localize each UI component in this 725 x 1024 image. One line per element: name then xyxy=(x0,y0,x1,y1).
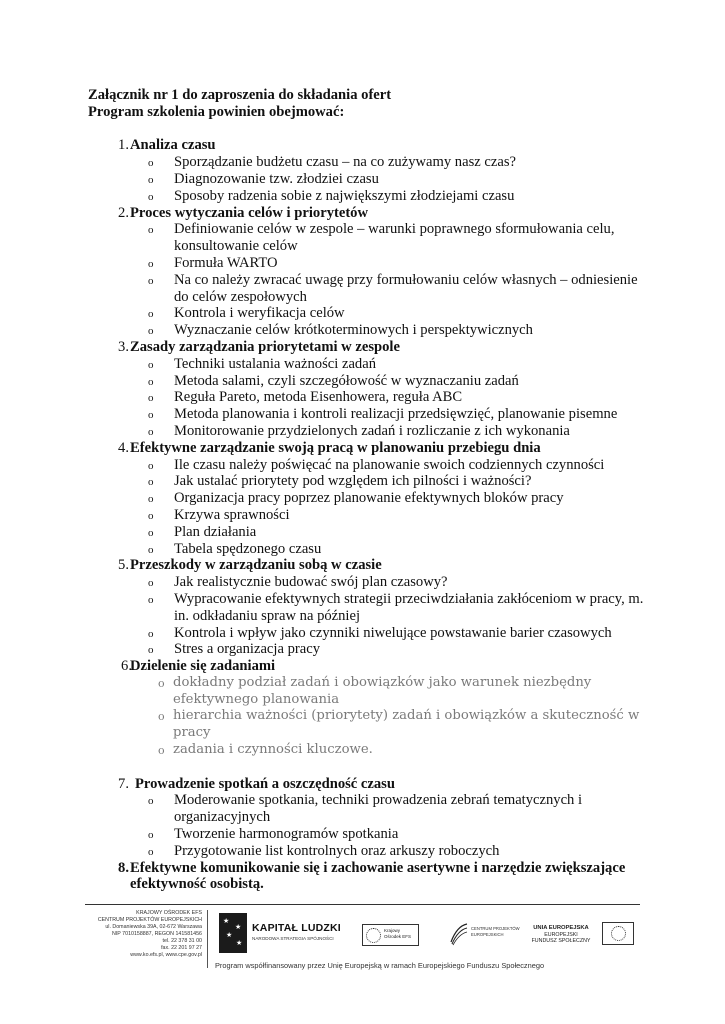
list-item: o Reguła Pareto, metoda Eisenhowera, reguła ABC xyxy=(148,389,463,406)
section-title: Prowadzenie spotkań a oszczędność czasu xyxy=(135,775,395,792)
list-item: o zadania i czynności kluczowe. xyxy=(88,742,648,759)
section-title: Proces wytyczania celów i priorytetów xyxy=(130,204,369,221)
list-item: o Techniki ustalania ważności zadań xyxy=(148,355,376,372)
bullet-icon: o xyxy=(148,593,154,606)
bullet-icon: o xyxy=(148,392,154,405)
list-item: o dokładny podział zadań i obowiązków jako warunek niezbędny efektywnego planowania xyxy=(158,674,592,707)
list-item: o Jak realistycznie budować swój plan czasowy? xyxy=(148,574,448,591)
bullet-icon: o xyxy=(158,676,165,690)
bullet-icon: o xyxy=(148,425,154,438)
list-item: o Jak ustalać priorytety pod względem ich pilności i ważności? xyxy=(148,473,532,490)
bullet-icon: o xyxy=(148,173,154,186)
list-item: o Metoda salami, czyli szczegółowość w wyznaczaniu zadań xyxy=(148,372,519,389)
kapital-ludzki-subtitle: NARODOWA STRATEGIA SPÓJNOŚCI xyxy=(252,936,334,941)
vertical-divider xyxy=(207,910,208,968)
section-1 xyxy=(88,137,648,154)
bullet-icon: o xyxy=(158,744,165,758)
bullet-icon: o xyxy=(148,157,154,170)
list-item: o Ile czasu należy poświęcać na planowanie swoich codziennych czynności xyxy=(148,456,605,473)
bullet-icon: o xyxy=(148,375,154,388)
list-item: o Przygotowanie list kontrolnych oraz arkuszy roboczych xyxy=(148,842,500,859)
krajowy-osrodek-efs-logo: Krajowy Ośrodek EFS xyxy=(362,924,419,946)
list-item: o hierarchia ważności (priorytety) zadań i obowiązków a skuteczność w pracy xyxy=(158,708,640,741)
section-number: 2. xyxy=(118,204,129,221)
eu-flag-icon xyxy=(602,922,634,945)
bullet-icon: o xyxy=(148,509,154,522)
section-8 xyxy=(88,860,648,894)
section-title: Dzielenie się zadaniami xyxy=(130,658,276,675)
bullet-icon: o xyxy=(148,257,154,270)
bullet-icon: o xyxy=(148,829,154,842)
section-number: 6. xyxy=(121,658,132,675)
section-number: 5. xyxy=(118,557,129,574)
list-item: o Kontrola i wpływ jako czynniki niwelujące powstawanie barier czasowych xyxy=(148,624,612,641)
document-body xyxy=(88,87,648,893)
list-item: o Krzywa sprawności xyxy=(148,506,290,523)
section-6 xyxy=(88,658,648,675)
section-2 xyxy=(88,205,648,222)
section-number: 7. xyxy=(118,775,129,792)
list-item: o Formuła WARTO xyxy=(148,254,278,271)
bullet-icon: o xyxy=(148,543,154,556)
section-5 xyxy=(88,557,648,574)
eu-text-block: UNIA EUROPEJSKA EUROPEJSKI FUNDUSZ SPOŁECZNY xyxy=(531,925,591,944)
bullet-icon: o xyxy=(148,644,154,657)
list-item: o Organizacja pracy poprzez planowanie efektywnych bloków pracy xyxy=(148,490,564,507)
bullet-icon: o xyxy=(148,577,154,590)
section-title: Zasady zarządzania priorytetami w zespole xyxy=(130,338,400,355)
list-item: o Sporządzanie budżetu czasu – na co zużywamy nasz czas? xyxy=(148,154,516,171)
swoosh-icon xyxy=(449,922,469,946)
list-item: o Metoda planowania i kontroli realizacji przedsięwzięć, planowanie pisemne xyxy=(148,406,618,423)
list-item: o Kontrola i weryfikacja celów xyxy=(148,305,345,322)
bullet-icon: o xyxy=(148,325,154,338)
ko-efs-address-block: KRAJOWY OŚRODEK EFS CENTRUM PROJEKTÓW EUROPEJSKICH ul. Domaniewska 39A, 02-672 Warszawa NIP 7010158887, REGON 141581456 tel. 22 378 31 00 fax. 22 201 97 27 www.ko.efs.pl, www.cpe.gov.pl xyxy=(97,910,202,958)
list-item: o Wypracowanie efektywnych strategii przeciwdziałania zakłóceniom w pracy, m. in. odkładaniu spraw na później xyxy=(148,590,644,624)
funding-caption: Program współfinansowany przez Unię Europejską w ramach Europejskiego Funduszu Społecznego xyxy=(215,961,545,970)
bullet-icon: o xyxy=(148,190,154,203)
section-title: Przeszkody w zarządzaniu sobą w czasie xyxy=(130,557,382,574)
bullet-icon: o xyxy=(148,308,154,321)
centrum-projektow-logo: CENTRUM PROJEKTÓW EUROPEJSKICH xyxy=(449,922,469,951)
bullet-icon: o xyxy=(158,710,165,724)
kapital-ludzki-title: KAPITAŁ LUDZKI xyxy=(252,922,341,934)
section-4 xyxy=(88,440,648,457)
bullet-icon: o xyxy=(148,795,154,808)
section-3 xyxy=(88,339,648,356)
section-title: Efektywne zarządzanie swoją pracą w planowaniu przebiegu dnia xyxy=(130,439,541,456)
list-item: o Sposoby radzenia sobie z największymi złodziejami czasu xyxy=(148,187,515,204)
program-intro: Program szkolenia powinien obejmować: xyxy=(88,103,345,120)
bullet-icon: o xyxy=(148,358,154,371)
list-item: o Tabela spędzonego czasu xyxy=(148,540,322,557)
eu-stars-ring-icon xyxy=(366,928,381,943)
list-item: o Stres a organizacja pracy xyxy=(148,641,321,658)
section-number: 8. xyxy=(118,859,129,876)
section-number: 1. xyxy=(118,137,129,154)
footer xyxy=(85,904,640,974)
section-number: 4. xyxy=(118,439,129,456)
list-item: o Tworzenie harmonogramów spotkania xyxy=(148,826,399,843)
bullet-icon: o xyxy=(148,476,154,489)
section-title: Analiza czasu xyxy=(130,137,216,154)
bullet-icon: o xyxy=(148,409,154,422)
bullet-icon: o xyxy=(148,274,154,287)
bullet-icon: o xyxy=(148,526,154,539)
bullet-icon: o xyxy=(148,224,154,237)
list-item: o Na co należy zwracać uwagę przy formułowaniu celów własnych – odniesienie do celów zespołowych xyxy=(148,271,638,305)
list-item: o Monitorowanie przydzielonych zadań i rozliczanie z ich wykonania xyxy=(148,422,570,439)
section-title: Efektywne komunikowanie się i zachowanie asertywne i narzędzie zwiększające efektywność osobistą. xyxy=(130,859,626,893)
kapital-ludzki-logo-icon: ★ ★ ★ ★ xyxy=(219,913,247,953)
bullet-icon: o xyxy=(148,845,154,858)
footer-divider xyxy=(85,904,640,905)
list-item: o Diagnozowanie tzw. złodziei czasu xyxy=(148,170,379,187)
bullet-icon: o xyxy=(148,459,154,472)
list-item: o Definiowanie celów w zespole – warunki poprawnego sformułowania celu, konsultowanie celów xyxy=(148,221,615,255)
annex-title: Załącznik nr 1 do zaproszenia do składania ofert xyxy=(88,87,392,103)
section-7 xyxy=(88,776,648,793)
list-item: o Wyznaczanie celów krótkoterminowych i perspektywicznych xyxy=(148,322,533,339)
list-item: o Plan działania xyxy=(148,523,257,540)
list-item: o Moderowanie spotkania, techniki prowadzenia zebrań tematycznych i organizacyjnych xyxy=(148,792,583,826)
bullet-icon: o xyxy=(148,627,154,640)
bullet-icon: o xyxy=(148,493,154,506)
section-number: 3. xyxy=(118,338,129,355)
